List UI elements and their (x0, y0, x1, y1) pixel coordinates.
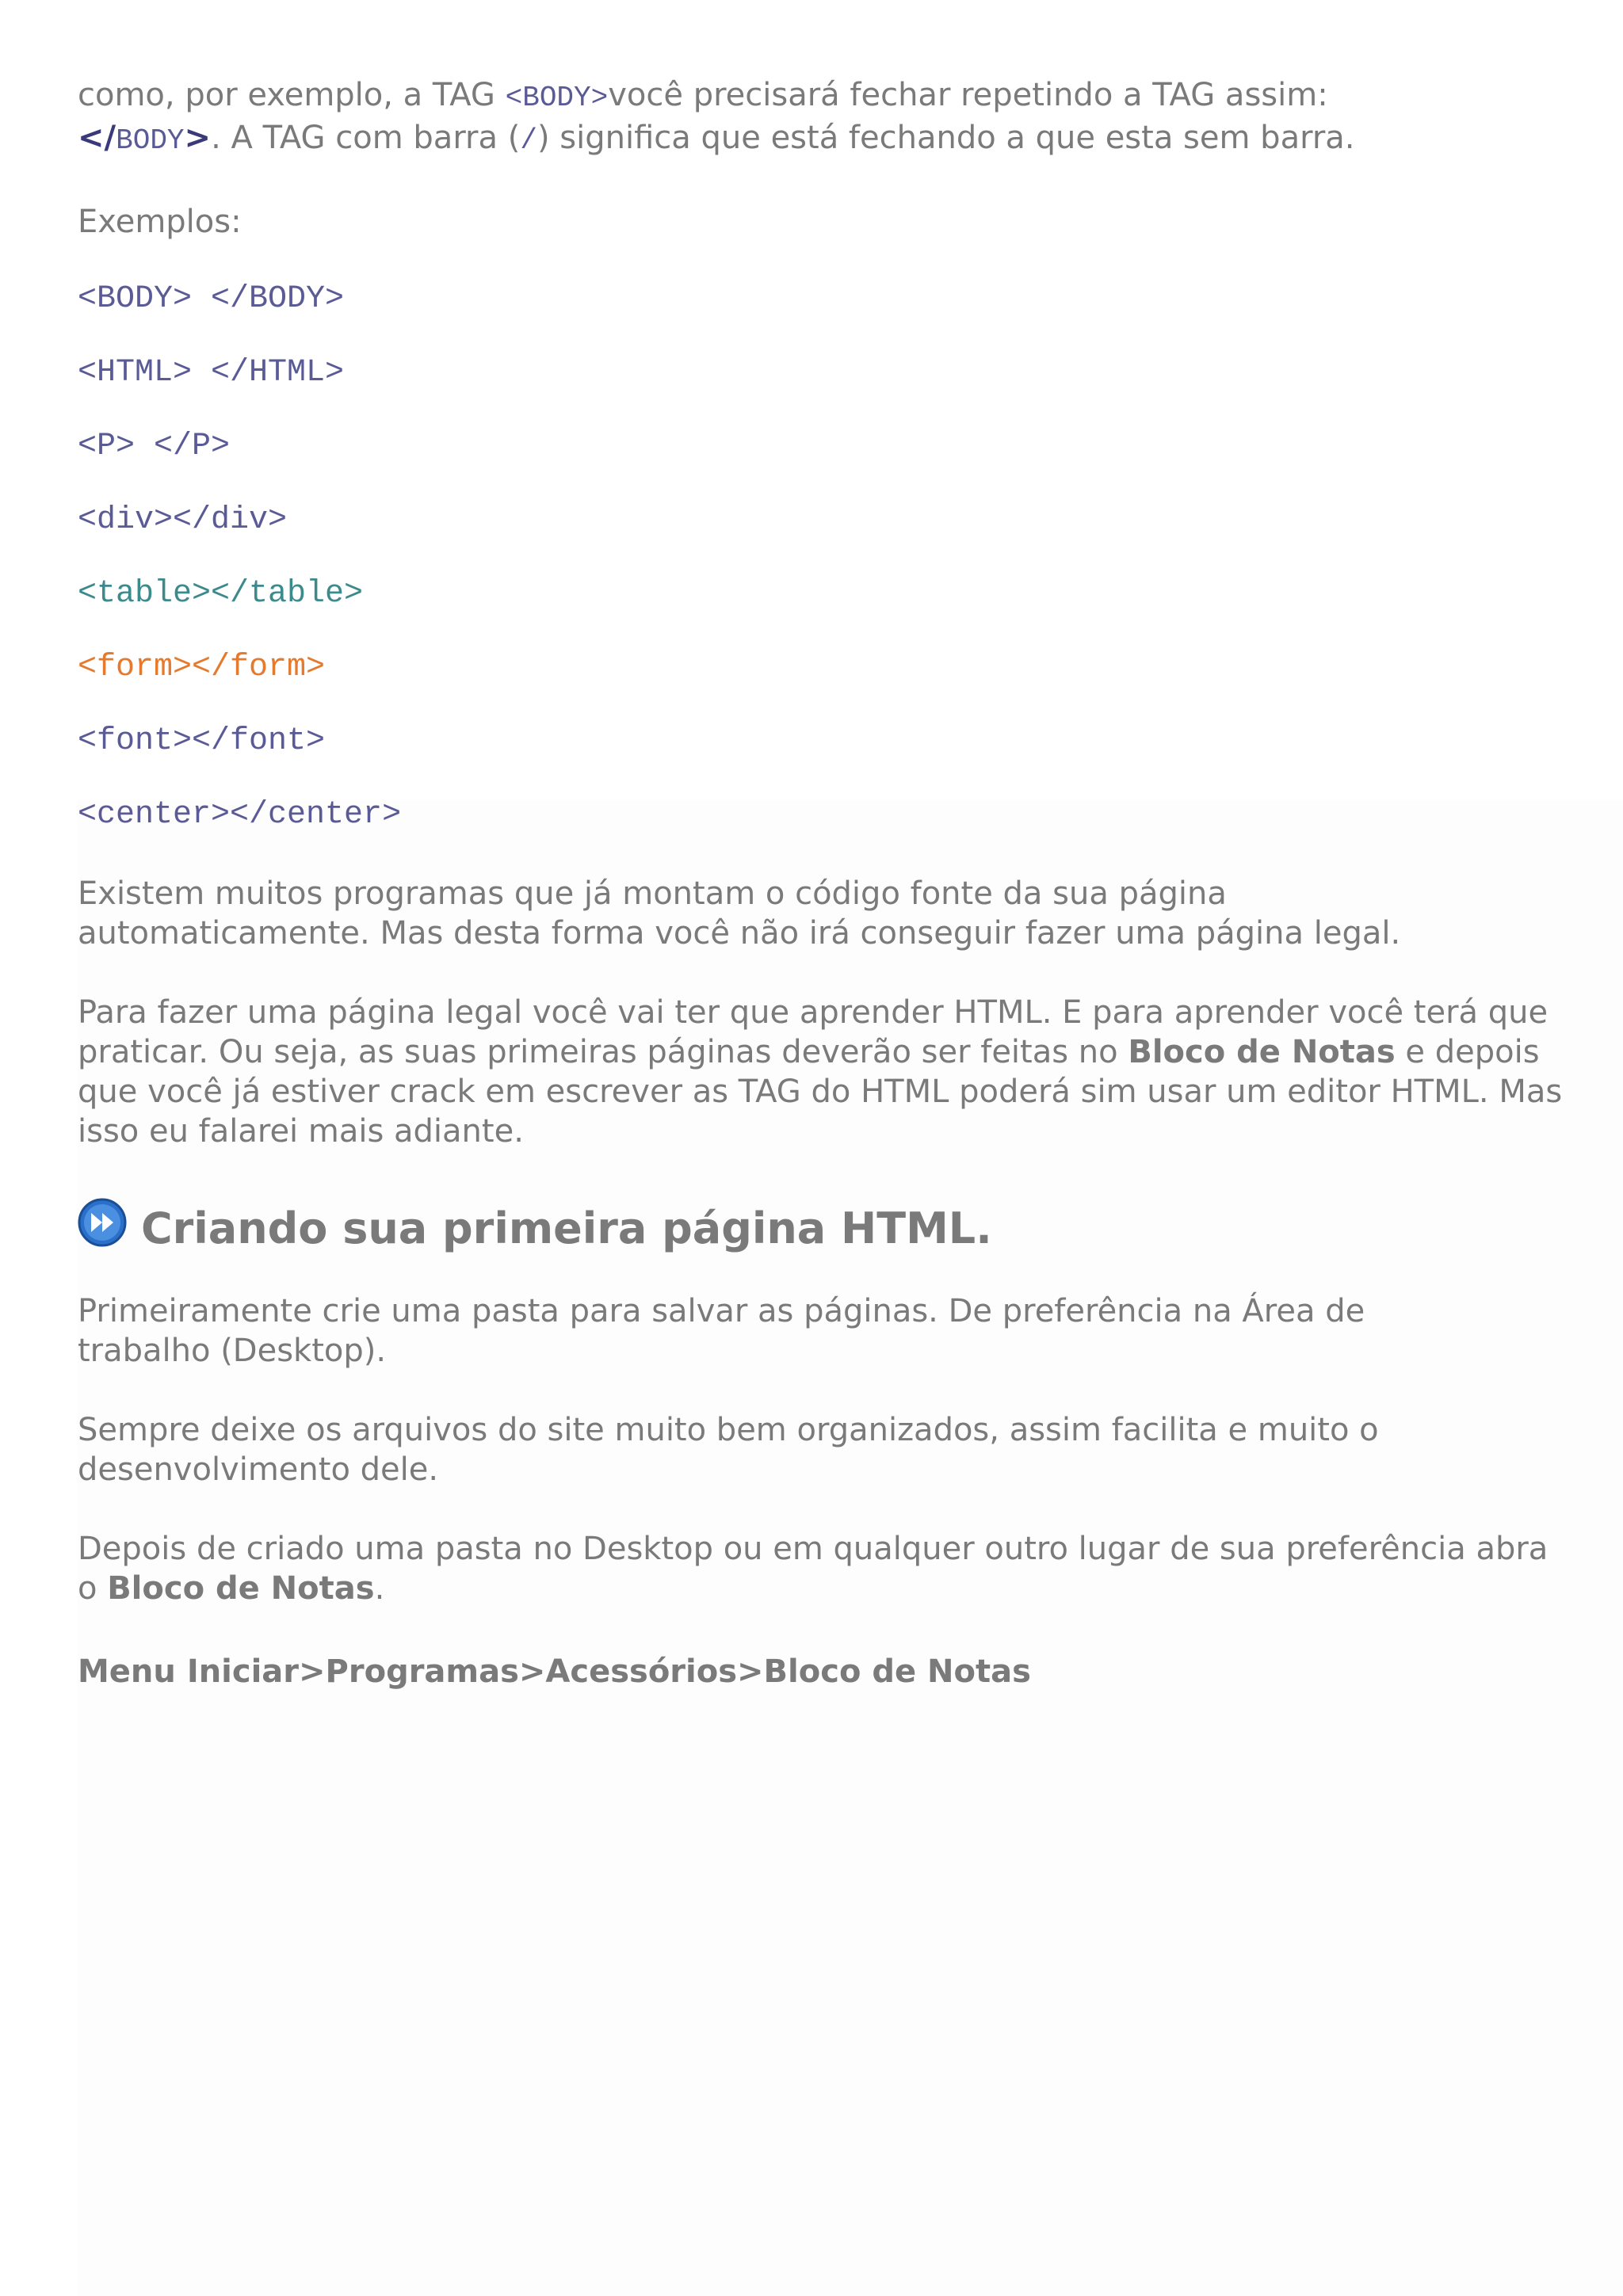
intro-text-2: você precisará fechar repetindo a TAG assim: (608, 77, 1328, 113)
slash-code: / (520, 124, 537, 157)
example-body: <BODY> </BODY> (78, 281, 345, 317)
example-form: <form></form> (78, 650, 326, 685)
intro-text-4: ) significa que está fechando a que esta sem barra. (537, 120, 1355, 156)
section-heading (78, 1192, 992, 1264)
intro-text-1: como, por exemplo, a TAG (78, 77, 506, 113)
example-p: <P> </P> (78, 429, 231, 464)
paragraph-learn-html-text-a: Para fazer uma página legal você vai ter que aprender HTML. E para aprender você terá que praticar. Ou seja, as suas primeiras páginas deverão ser feitas no (78, 994, 1549, 1070)
example-html: <HTML> </HTML> (78, 355, 345, 391)
paragraph-learn-html-text-b: e depois que você já estiver crack em escrever as TAG do HTML poderá sim usar um editor HTML. Mas isso eu falarei mais adiante. (78, 1034, 1563, 1150)
paragraph-open-notepad (78, 1529, 1568, 1608)
intro-body-tag: <BODY> (505, 82, 609, 114)
intro-text-3: . A TAG com barra ( (211, 120, 521, 156)
paragraph-programs: Existem muitos programas que já montam o código fonte da sua página automaticamente. Mas desta forma você não irá conseguir fazer uma página legal. (78, 875, 1401, 952)
fast-forward-icon (78, 1198, 127, 1247)
closing-gt: > (184, 120, 212, 156)
example-font: <font></font> (78, 723, 326, 759)
example-div: <div></div> (78, 502, 288, 538)
paragraph-organize: Sempre deixe os arquivos do site muito bem organizados, assim facilita e muito o desenvolvimento dele. (78, 1412, 1379, 1488)
paragraph-open-notepad-text-b: . (374, 1570, 385, 1607)
example-center: <center></center> (78, 797, 402, 833)
closing-body-tag: BODY (116, 124, 185, 157)
paragraph-create-folder: Primeiramente crie uma pasta para salvar as páginas. De preferência na Área de trabalho (Desktop). (78, 1293, 1365, 1369)
section-heading-text: Criando sua primeira página HTML. (141, 1203, 992, 1253)
example-table: <table></table> (78, 576, 364, 612)
bloco-de-notas-bold: Bloco de Notas (1128, 1034, 1396, 1070)
intro-paragraph (78, 75, 1568, 161)
bloco-de-notas-bold-2: Bloco de Notas (107, 1570, 375, 1607)
menu-path: Menu Iniciar>Programas>Acessórios>Bloco de Notas (78, 1653, 1031, 1690)
closing-slash: </ (78, 120, 116, 156)
examples-label: Exemplos: (78, 204, 242, 240)
paragraph-learn-html (78, 993, 1568, 1151)
paragraph-open-notepad-text-a: Depois de criado uma pasta no Desktop ou em qualquer outro lugar de sua preferência abra o (78, 1531, 1549, 1607)
